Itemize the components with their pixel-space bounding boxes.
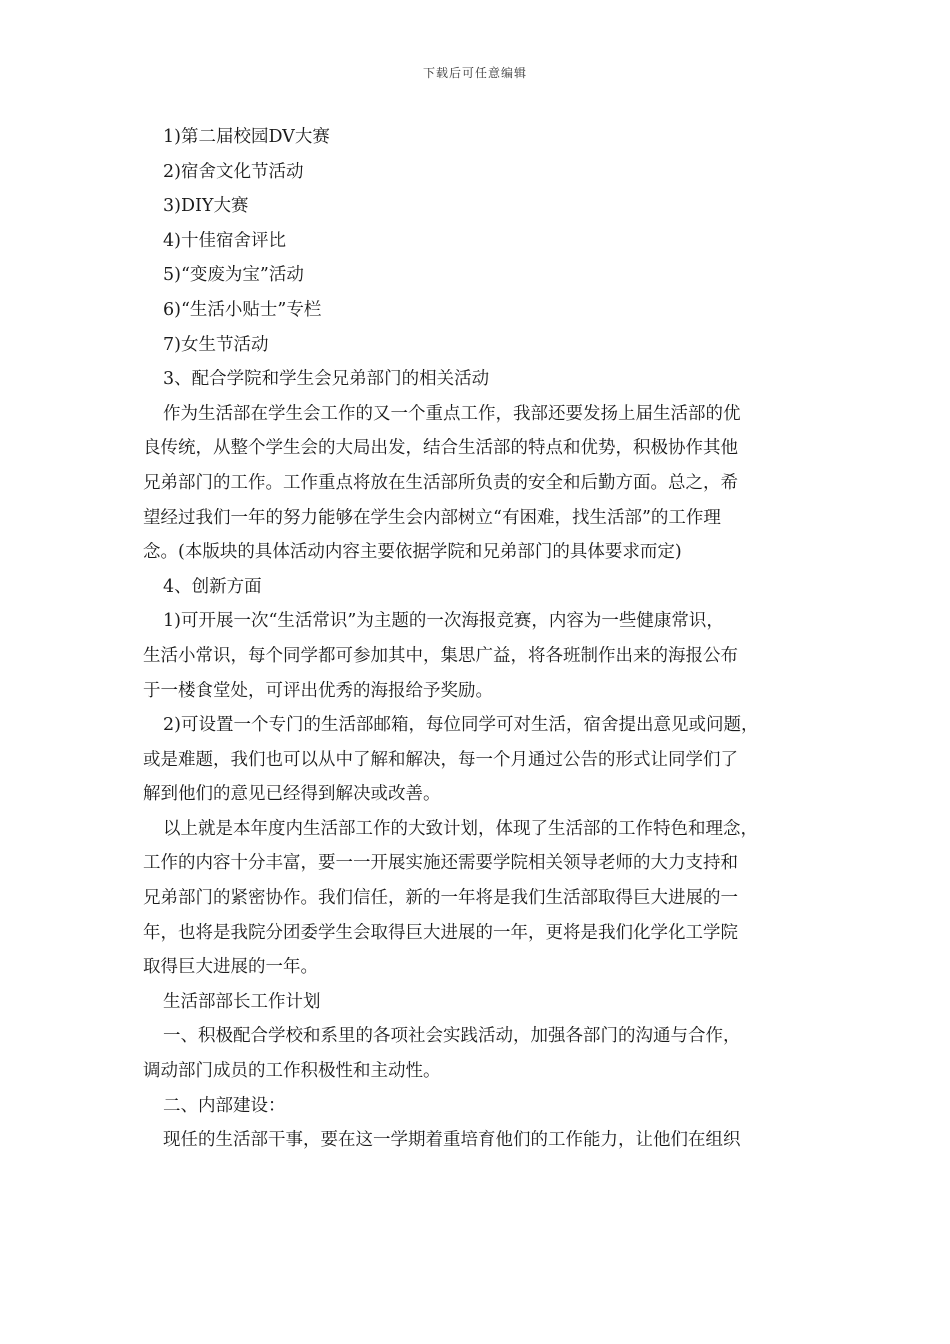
list-item: 4)十佳宿舍评比: [163, 230, 286, 251]
text-line: 良传统，从整个学生会的大局出发，结合生活部的特点和优势，积极协作其他: [143, 438, 738, 459]
list-item: 2)宿舍文化节活动: [163, 161, 304, 182]
paragraph-start: 以上就是本年度内生活部工作的大致计划，体现了生活部的工作特色和理念，: [163, 818, 758, 839]
text-line: 兄弟部门的工作。工作重点将放在生活部所负责的安全和后勤方面。总之，希: [143, 472, 738, 493]
list-item: 生活部部长工作计划: [163, 991, 321, 1012]
list-item: 4、创新方面: [163, 576, 262, 597]
list-item: 7)女生节活动: [163, 334, 269, 355]
document-body: [143, 120, 823, 1158]
list-item: 二、内部建设：: [163, 1095, 286, 1116]
text-line: 或是难题，我们也可以从中了解和解决，每一个月通过公告的形式让同学们了: [143, 749, 738, 770]
text-line: 兄弟部门的紧密协作。我们信任，新的一年将是我们生活部取得巨大进展的一: [143, 888, 738, 909]
text-line: 取得巨大进展的一年。: [143, 957, 318, 978]
text-line: 望经过我们一年的努力能够在学生会内部树立“有困难，找生活部”的工作理: [143, 507, 721, 528]
text-line: 年，也将是我院分团委学生会取得巨大进展的一年，更将是我们化学化工学院: [143, 922, 738, 943]
text-line: 生活小常识，每个同学都可参加其中，集思广益，将各班制作出来的海报公布: [143, 645, 738, 666]
text-line: 解到他们的意见已经得到解决或改善。: [143, 784, 441, 805]
paragraph-start: 一、积极配合学校和系里的各项社会实践活动，加强各部门的沟通与合作，: [163, 1026, 741, 1047]
paragraph-start: 2)可设置一个专门的生活部邮箱，每位同学可对生活，宿舍提出意见或问题，: [163, 715, 759, 736]
paragraph-start: 1)可开展一次“生活常识”为主题的一次海报竞赛，内容为一些健康常识，: [163, 611, 724, 632]
text-line: 念。(本版块的具体活动内容主要依据学院和兄弟部门的具体要求而定): [143, 542, 682, 563]
list-item: 5)“变废为宝”活动: [163, 265, 304, 286]
paragraph-start: 现任的生活部干事，要在这一学期着重培育他们的工作能力，让他们在组织: [163, 1130, 741, 1151]
text-line: 工作的内容十分丰富，要一一开展实施还需要学院相关领导老师的大力支持和: [143, 853, 738, 874]
paragraph-start: 作为生活部在学生会工作的又一个重点工作，我部还要发扬上届生活部的优: [163, 403, 741, 424]
list-item: 3、配合学院和学生会兄弟部门的相关活动: [163, 369, 490, 390]
text-line: 调动部门成员的工作积极性和主动性。: [143, 1061, 441, 1082]
list-item: 3)DIY大赛: [163, 196, 249, 217]
text-line: 于一楼食堂处，可评出优秀的海报给予奖励。: [143, 680, 493, 701]
page-header: 下载后可任意编辑: [422, 66, 527, 80]
list-item: 6)“生活小贴士”专栏: [163, 299, 322, 320]
list-item: 1)第二届校园DV大赛: [163, 127, 330, 147]
